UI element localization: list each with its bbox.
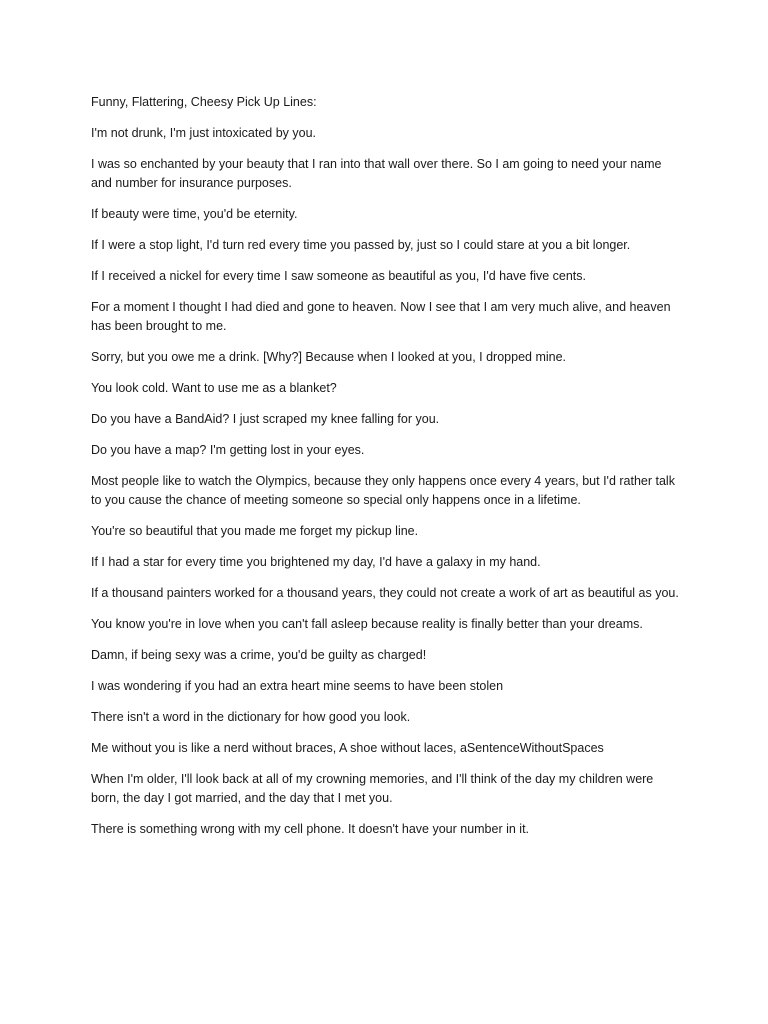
pickup-line: If I were a stop light, I'd turn red every time you passed by, just so I could stare at you a bit longer. — [91, 238, 631, 252]
pickup-line: Most people like to watch the Olympics, because they only happens once every 4 years, but I'd rather talk to you cause the chance of meeting someone so special only happens once in a lifetime. — [91, 474, 675, 507]
pickup-line: Do you have a map? I'm getting lost in your eyes. — [91, 443, 365, 457]
pickup-line: I was so enchanted by your beauty that I ran into that wall over there. So I am going to need your name and number for insurance purposes. — [91, 157, 662, 190]
document-title: Funny, Flattering, Cheesy Pick Up Lines: — [91, 95, 317, 109]
pickup-line: Me without you is like a nerd without braces, A shoe without laces, aSentenceWithoutSpaces — [91, 741, 604, 755]
pickup-line: There isn't a word in the dictionary for how good you look. — [91, 710, 411, 724]
pickup-line: Sorry, but you owe me a drink. [Why?] Because when I looked at you, I dropped mine. — [91, 350, 567, 364]
pickup-line: If a thousand painters worked for a thousand years, they could not create a work of art as beautiful as you. — [91, 586, 679, 600]
pickup-line: You look cold. Want to use me as a blanket? — [91, 381, 337, 395]
pickup-line: Do you have a BandAid? I just scraped my knee falling for you. — [91, 412, 440, 426]
pickup-line: You know you're in love when you can't fall asleep because reality is finally better than your dreams. — [91, 617, 643, 631]
pickup-line: If I received a nickel for every time I saw someone as beautiful as you, I'd have five cents. — [91, 269, 586, 283]
pickup-line: If I had a star for every time you brightened my day, I'd have a galaxy in my hand. — [91, 555, 541, 569]
pickup-line: When I'm older, I'll look back at all of my crowning memories, and I'll think of the day my children were born, the day I got married, and the day that I met you. — [91, 772, 654, 805]
pickup-line: For a moment I thought I had died and gone to heaven. Now I see that I am very much alive, and heaven has been brought to me. — [91, 300, 671, 333]
pickup-line: If beauty were time, you'd be eternity. — [91, 207, 298, 221]
pickup-line: Damn, if being sexy was a crime, you'd be guilty as charged! — [91, 648, 427, 662]
pickup-line: I was wondering if you had an extra heart mine seems to have been stolen — [91, 679, 504, 693]
pickup-line: There is something wrong with my cell phone. It doesn't have your number in it. — [91, 822, 530, 836]
pickup-line: I'm not drunk, I'm just intoxicated by you. — [91, 126, 317, 140]
pickup-line: You're so beautiful that you made me forget my pickup line. — [91, 524, 419, 538]
